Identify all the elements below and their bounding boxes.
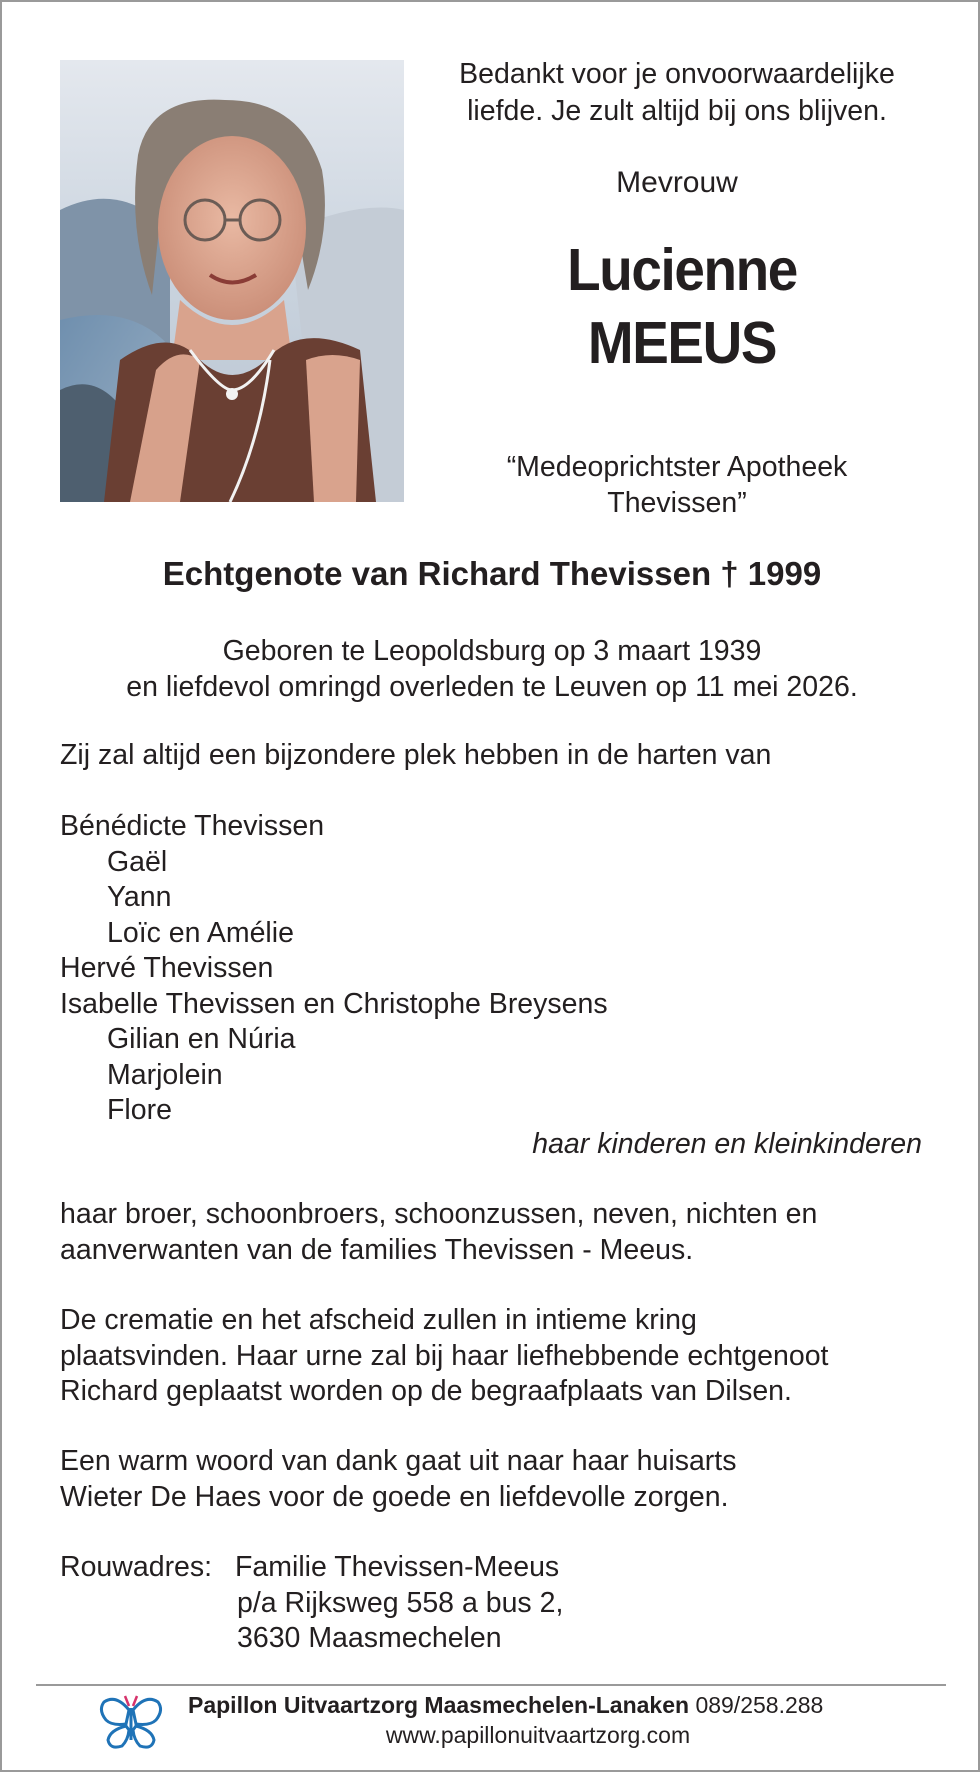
ceremony-line-2: plaatsvinden. Haar urne zal bij haar liefhebbende echtgenoot <box>60 1339 829 1372</box>
butterfly-icon <box>96 1690 166 1752</box>
footer-phone: 089/258.288 <box>695 1692 824 1718</box>
quote-line-1: “Medeoprichtster Apotheek <box>506 451 848 483</box>
ceremony-paragraph <box>60 1303 828 1410</box>
spouse-line: Echtgenote van Richard Thevissen † 1999 <box>162 555 822 592</box>
ceremony-line-1: De crematie en het afscheid zullen in intieme kring <box>60 1304 697 1336</box>
family-intro: Zij zal altijd een bijzondere plek hebben in de harten van <box>60 739 772 771</box>
family-member: Yann <box>107 881 172 913</box>
birth-line: Geboren te Leopoldsburg op 3 maart 1939 <box>222 635 762 667</box>
thanks-paragraph <box>60 1444 736 1515</box>
tribute-quote <box>422 449 932 521</box>
intro-line-1: Bedankt voor je onvoorwaardelijke <box>459 58 895 90</box>
address-label: Rouwadres: <box>60 1551 213 1583</box>
relatives-line-1: haar broer, schoonbroers, schoonzussen, neven, nichten en <box>60 1198 818 1230</box>
honorific: Mevrouw <box>616 166 738 199</box>
footer-divider <box>36 1684 946 1686</box>
family-member: Isabelle Thevissen en Christophe Breysens <box>60 987 608 1020</box>
intro-text <box>422 56 932 130</box>
address-line-1: Familie Thevissen-Meeus <box>235 1551 560 1583</box>
birth-death-info <box>32 633 952 705</box>
footer-company-line <box>188 1690 823 1721</box>
thanks-line-1: Een warm woord van dank gaat uit naar haar huisarts <box>60 1445 737 1477</box>
thanks-line-2: Wieter De Haes voor de goede en liefdevolle zorgen. <box>60 1480 729 1513</box>
family-member: Bénédicte Thevissen <box>60 810 325 842</box>
family-caption: haar kinderen en kleinkinderen <box>532 1128 922 1160</box>
family-member: Hervé Thevissen <box>60 952 274 984</box>
footer-company: Papillon Uitvaartzorg Maasmechelen-Lanaken <box>188 1692 690 1718</box>
intro-line-2: liefde. Je zult altijd bij ons blijven. <box>467 95 887 127</box>
last-name: MEEUS <box>587 310 777 376</box>
address-line-2: p/a Rijksweg 558 a bus 2, <box>237 1586 564 1619</box>
footer-website[interactable]: www.papillonuitvaartzorg.com <box>385 1722 691 1748</box>
quote-line-2: Thevissen” <box>607 487 747 519</box>
first-name: Lucienne <box>567 237 797 303</box>
family-member: Gaël <box>107 845 168 878</box>
portrait-image <box>60 60 404 502</box>
family-member: Flore <box>107 1094 172 1126</box>
ceremony-line-3: Richard geplaatst worden op de begraafplaats van Dilsen. <box>60 1375 792 1407</box>
relatives-line-2: aanverwanten van de families Thevissen - Meeus. <box>60 1233 694 1266</box>
portrait-photo <box>60 60 404 502</box>
death-line: en liefdevol omringd overleden te Leuven op 11 mei 2026. <box>126 671 858 703</box>
family-member: Gilian en Núria <box>107 1023 296 1055</box>
family-list <box>60 809 608 1129</box>
family-member: Marjolein <box>107 1058 223 1091</box>
family-member: Loïc en Amélie <box>107 916 294 949</box>
address-line-3: 3630 Maasmechelen <box>237 1622 502 1654</box>
deceased-name <box>440 234 924 380</box>
relatives-paragraph <box>60 1197 817 1268</box>
address-block <box>237 1550 563 1657</box>
